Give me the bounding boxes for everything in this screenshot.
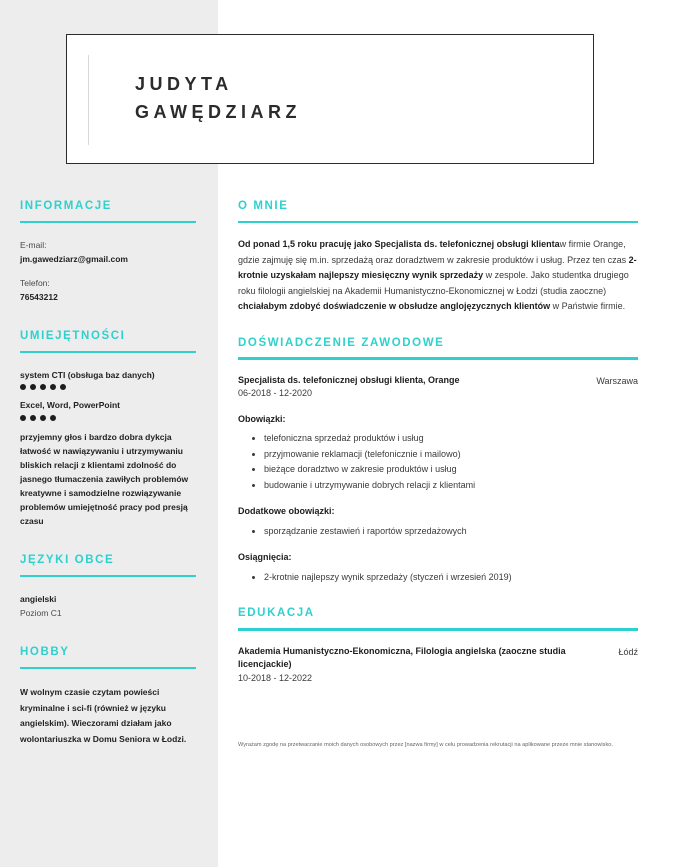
obowiazki-label: Obowiązki: bbox=[238, 413, 286, 424]
skills-plain-text: przyjemny głos i bardzo dobra dykcja łatwość w nawiązywaniu i utrzymywaniu bliskich relacji z klientami zdolność do jasnego tłumaczenia zawiłych problemów kreatywne i samodzielne rozwiązywanie problemów umiejętność pracy pod presją czasu bbox=[20, 432, 189, 527]
education-entry bbox=[238, 645, 638, 686]
section-o-mnie bbox=[238, 200, 638, 315]
header-decorative-line bbox=[88, 55, 89, 145]
dodatkowe-obowiazki-label: Dodatkowe obowiązki: bbox=[238, 506, 335, 517]
edukacja-rule bbox=[238, 628, 638, 631]
rating-dot bbox=[60, 384, 66, 390]
list-item: 2-krotnie najlepszy wynik sprzedaży (styczeń i wrzesień 2019) bbox=[264, 570, 638, 585]
skill-rating-dots bbox=[20, 384, 196, 390]
contact-email-value[interactable]: jm.gawedziarz@gmail.com bbox=[20, 253, 128, 264]
experience-entry-head bbox=[238, 374, 638, 401]
contact-phone-label: Telefon: bbox=[20, 278, 50, 289]
list-item: telefoniczna sprzedaż produktów i usług bbox=[264, 431, 638, 446]
language-name: angielski bbox=[20, 594, 57, 604]
main-content bbox=[238, 200, 638, 707]
doswiadczenie-title: DOŚWIADCZENIE ZAWODOWE bbox=[238, 336, 445, 349]
sidebar-informacje-title: INFORMACJE bbox=[20, 200, 113, 212]
contact-email-label: E-mail: bbox=[20, 239, 47, 250]
list-item: bieżące doradztwo w zakresie produktów i usług bbox=[264, 462, 638, 477]
sidebar-section-jezyki bbox=[20, 554, 196, 620]
skill-item bbox=[20, 369, 196, 391]
candidate-name bbox=[135, 71, 301, 127]
experience-entry bbox=[238, 374, 638, 401]
osiagniecia-label: Osiągnięcia: bbox=[238, 552, 292, 563]
rating-dot bbox=[20, 384, 26, 390]
rating-dot bbox=[50, 384, 56, 390]
contact-phone bbox=[20, 277, 196, 304]
skill-item bbox=[20, 399, 196, 421]
skill-name: system CTI (obsługa baz danych) bbox=[20, 369, 155, 380]
candidate-last-name: GAWĘDZIARZ bbox=[135, 101, 301, 122]
dodatkowe-obowiazki-list bbox=[238, 524, 638, 539]
experience-location: Warszawa bbox=[596, 375, 638, 386]
rating-dot bbox=[40, 384, 46, 390]
o-mnie-rule bbox=[238, 221, 638, 224]
sidebar-hobby-title: HOBBY bbox=[20, 646, 70, 659]
rating-dot bbox=[40, 415, 46, 421]
language-level: Poziom C1 bbox=[20, 607, 62, 618]
candidate-first-name: JUDYTA bbox=[135, 74, 233, 94]
edukacja-title: EDUKACJA bbox=[238, 607, 315, 620]
rating-dot bbox=[50, 415, 56, 421]
list-item: sporządzanie zestawień i raportów sprzedażowych bbox=[264, 524, 638, 539]
skill-name: Excel, Word, PowerPoint bbox=[20, 400, 120, 411]
sidebar-section-hobby bbox=[20, 646, 196, 748]
sidebar-jezyki-title: JĘZYKI OBCE bbox=[20, 554, 115, 567]
experience-job-title: Specjalista ds. telefonicznej obsługi klienta, Orange bbox=[238, 374, 460, 385]
section-edukacja bbox=[238, 607, 638, 685]
about-paragraph: Od ponad 1,5 roku pracuję jako Specjalista ds. telefonicznej obsługi klientaw firmie Orange, gdzie zajmuję się m.in. sprzedażą oraz doradztwem w zakresie produktów i usług. Przez ten czas 2-krotnie uzyskałam najlepszy miesięczny wynik sprzedaży w zespole. Jako studentka drugiego roku filologii angielskiej na Akademii Humanistyczno-Ekonomicznej w Łodzi (studia zaoczne) chciałabym zdobyć doświadczenie w obsłudze anglojęzycznych klientów w Państwie firmie. bbox=[238, 239, 637, 312]
rating-dot bbox=[20, 415, 26, 421]
education-school: Akademia Humanistyczno-Ekonomiczna, Filologia angielska (zaoczne studia licencjackie) bbox=[238, 645, 566, 670]
skill-rating-dots bbox=[20, 415, 196, 421]
list-item: budowanie i utrzymywanie dobrych relacji z klientami bbox=[264, 478, 638, 493]
sidebar-umiejetnosci-rule bbox=[20, 351, 196, 353]
osiagniecia-list bbox=[238, 570, 638, 585]
rating-dot bbox=[30, 384, 36, 390]
sidebar-informacje-rule bbox=[20, 221, 196, 223]
obowiazki-list bbox=[238, 431, 638, 493]
doswiadczenie-rule bbox=[238, 357, 638, 360]
sidebar-section-informacje bbox=[20, 200, 196, 304]
sidebar-jezyki-rule bbox=[20, 575, 196, 577]
header-box bbox=[66, 34, 594, 164]
list-item: przyjmowanie reklamacji (telefonicznie i mailowo) bbox=[264, 447, 638, 462]
contact-phone-value[interactable]: 76543212 bbox=[20, 292, 58, 303]
education-location: Łódź bbox=[618, 646, 638, 657]
experience-dates: 06-2018 - 12-2020 bbox=[238, 388, 313, 399]
education-entry-head bbox=[238, 645, 638, 686]
contact-email bbox=[20, 239, 196, 266]
sidebar-hobby-rule bbox=[20, 667, 196, 669]
sidebar-section-umiejetnosci bbox=[20, 330, 196, 528]
sidebar-umiejetnosci-title: UMIEJĘTNOŚCI bbox=[20, 329, 126, 342]
hobby-text: W wolnym czasie czytam powieści kryminalne i sci-fi (również w języku angielskim). Wieczorami działam jako wolontariuszka w Domu Seniora w Łodzi. bbox=[20, 686, 187, 745]
gdpr-disclaimer: Wyrażam zgodę na przetwarzanie moich danych osobowych przez [nazwa firmy] w celu prowadzenia rekrutacji na aplikowane przeze mnie stanowisko. bbox=[238, 742, 613, 748]
o-mnie-title: O MNIE bbox=[238, 200, 289, 212]
section-doswiadczenie bbox=[238, 337, 638, 586]
education-dates: 10-2018 - 12-2022 bbox=[238, 672, 313, 683]
rating-dot bbox=[30, 415, 36, 421]
